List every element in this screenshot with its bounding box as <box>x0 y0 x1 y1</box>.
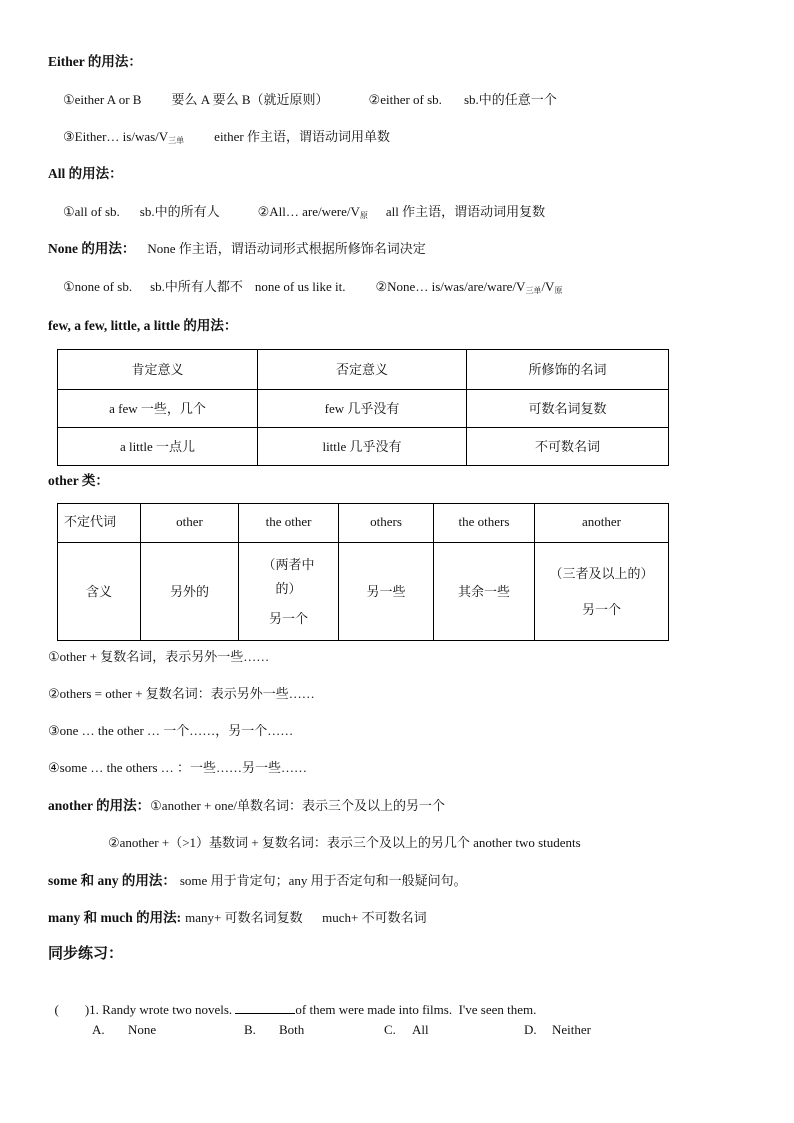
few-header-cell: 肯定意义 <box>58 350 258 390</box>
either-l1c: ②either of sb. <box>368 92 442 107</box>
another-l2: ②another +（>1）基数词 + 复数名词：表示三个及以上的另几个 another two students <box>108 835 581 850</box>
all-l1c: ②All… are/were/V <box>257 204 360 219</box>
few-cell: a little 一点儿 <box>58 428 258 466</box>
other-cell: 其余一些 <box>434 543 535 641</box>
question-1 <box>48 985 536 1018</box>
other-table <box>57 503 669 641</box>
either-l1d: sb.中的任意一个 <box>463 92 557 107</box>
either-l2-sub: 三单 <box>168 136 185 145</box>
table-row <box>58 543 669 641</box>
all-l1a: ①all of sb. <box>63 204 120 219</box>
all-l1-sub: 原 <box>359 211 368 220</box>
other-header-cell: others <box>339 504 434 543</box>
either-line-2 <box>63 129 390 149</box>
none-l1c: none of us like it. <box>254 279 346 294</box>
option-c-letter: C. <box>384 1022 396 1037</box>
other-row-label: 含义 <box>58 543 141 641</box>
other-table-header <box>58 504 669 543</box>
few-header-cell: 所修饰的名词 <box>467 350 669 390</box>
none-l1a: ①none of sb. <box>63 279 133 294</box>
either-l2b: either 作主语，谓语动词用单数 <box>214 129 391 144</box>
other-heading: other 类： <box>48 473 109 488</box>
other-header-cell: the others <box>434 504 535 543</box>
other-note-4: ④some … the others … ：一些……另一些…… <box>48 760 307 775</box>
other-cell: 另一些 <box>339 543 434 641</box>
few-header-cell: 否定意义 <box>258 350 467 390</box>
either-l1b: 要么 A 要么 B（就近原则） <box>171 92 329 107</box>
either-heading: Either 的用法： <box>48 54 142 69</box>
other-header-cell: another <box>535 504 669 543</box>
some-any-text: some 用于肯定句；any 用于否定句和一般疑问句。 <box>179 873 467 888</box>
other-note-1: ①other + 复数名词，表示另外一些…… <box>48 649 270 664</box>
other-cell <box>535 543 669 641</box>
none-l1-sub2: 原 <box>554 286 563 295</box>
none-l1b: sb.中所有人都不 <box>150 279 243 294</box>
other-cell: 另外的 <box>141 543 239 641</box>
another-l1: ①another + one/单数名词：表示三个及以上的另一个 <box>150 798 445 813</box>
none-l1d: ②None… is/was/are/ware/V <box>375 279 526 294</box>
option-b-letter: B. <box>244 1022 256 1037</box>
all-l1b: sb.中的所有人 <box>139 204 220 219</box>
none-l1e: /V <box>541 279 555 294</box>
few-cell: few 几乎没有 <box>258 390 467 428</box>
other-cell <box>239 543 339 641</box>
another-heading: another 的用法： <box>48 798 151 813</box>
other-header-cell: 不定代词 <box>58 504 141 543</box>
other-cell-line: 另一个 <box>581 601 621 617</box>
option-d-letter: D. <box>524 1022 537 1037</box>
option-a-text: None <box>128 1022 157 1037</box>
some-any-heading: some 和 any 的用法： <box>48 873 176 888</box>
all-line-1 <box>63 204 545 224</box>
other-header-cell: other <box>141 504 239 543</box>
either-l2a: ③Either… is/was/V <box>63 129 169 144</box>
option-c-text: All <box>412 1022 429 1037</box>
either-l1a: ①either A or B <box>63 92 142 107</box>
few-cell: 可数名词复数 <box>467 390 669 428</box>
many-much-text: many+ 可数名词复数 much+ 不可数名词 <box>185 910 427 925</box>
none-desc: None 作主语，谓语动词形式根据所修饰名词决定 <box>147 241 426 256</box>
other-cell-line: （两者中 <box>262 556 315 572</box>
few-heading: few, a few, little, a little 的用法： <box>48 318 238 333</box>
other-note-2: ②others = other + 复数名词：表示另外一些…… <box>48 686 315 701</box>
option-b-text: Both <box>279 1022 305 1037</box>
table-row <box>58 428 669 466</box>
either-line-1 <box>63 92 557 108</box>
none-line-1 <box>63 279 562 299</box>
none-line-0 <box>48 241 426 257</box>
other-header-cell: the other <box>239 504 339 543</box>
none-l1-sub1: 三单 <box>525 286 542 295</box>
question-1-rest: of them were made into films. I've seen them. <box>295 1002 537 1017</box>
few-cell: a few 一些，几个 <box>58 390 258 428</box>
few-cell: 不可数名词 <box>467 428 669 466</box>
practice-heading: 同步练习： <box>48 946 124 962</box>
many-much-line <box>48 910 427 926</box>
question-1-blank <box>235 1001 295 1014</box>
few-table <box>57 349 669 466</box>
none-heading: None 的用法： <box>48 241 136 256</box>
few-cell: little 几乎没有 <box>258 428 467 466</box>
all-l1d: all 作主语，谓语动词用复数 <box>385 204 546 219</box>
option-d-text: Neither <box>552 1022 591 1037</box>
other-note-3: ③one … the other … 一个……，另一个…… <box>48 723 294 738</box>
other-cell-line: （三者及以上的） <box>549 565 654 581</box>
many-much-heading: many 和 much 的用法: <box>48 910 182 925</box>
all-heading: All 的用法： <box>48 166 123 181</box>
option-a-letter: A. <box>92 1022 105 1037</box>
few-table-header <box>58 350 669 390</box>
other-cell-line: 另一个 <box>268 610 308 626</box>
other-cell-line: 的） <box>275 580 302 596</box>
question-1-stem: ( )1. Randy wrote two novels. <box>54 1002 233 1017</box>
some-any-line <box>48 873 467 889</box>
another-line-1 <box>48 798 445 814</box>
table-row <box>58 390 669 428</box>
